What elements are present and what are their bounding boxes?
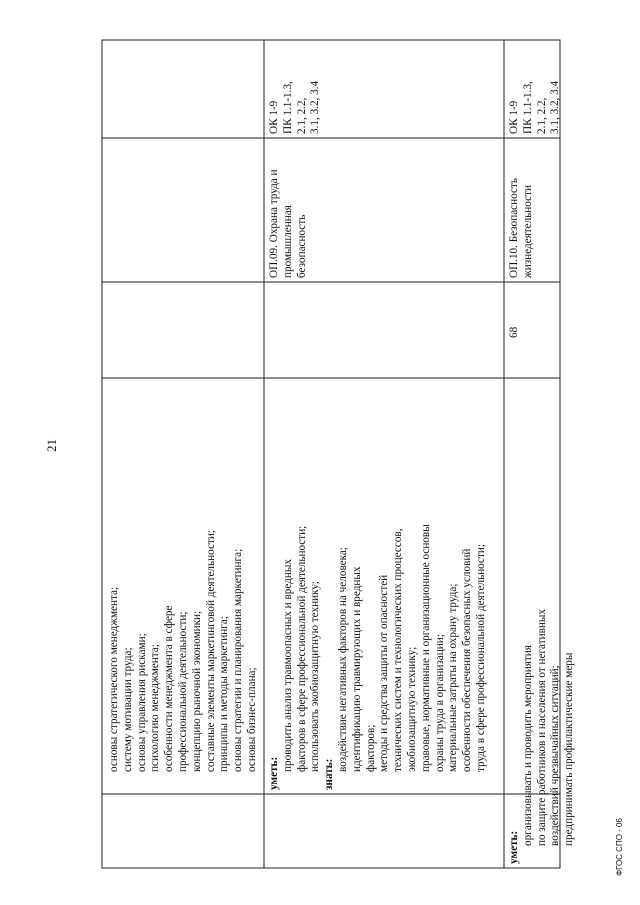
knowledge-line: принципы и методы маркетинга; xyxy=(218,616,231,772)
row3-content-cell xyxy=(508,609,577,864)
knowledge-line: методы и средства защиты от опасностей xyxy=(378,574,391,772)
knowledge-line: составные элементы маркетинговой деятельности; xyxy=(204,530,217,772)
knowledge-heading: знать: xyxy=(323,758,336,790)
competence-code-line: ОК 1-9 xyxy=(268,100,280,134)
knowledge-line: основы управления рисками; xyxy=(135,633,148,772)
row3-hours-cell xyxy=(508,327,522,338)
competence-code-line: ПК 1.1-1.3, xyxy=(521,81,534,134)
row3-competence-cell xyxy=(508,81,563,134)
discipline-name-line: ОП.09. Охрана труда и xyxy=(268,169,280,278)
knowledge-line: труда в сфере профессиональной деятельности; xyxy=(474,544,487,772)
skill-line: предпринимать профилактические меры xyxy=(563,652,576,846)
skill-line: воздействий чрезвычайных ситуаций; xyxy=(549,665,562,846)
skill-line: организовывать и проводить мероприятия xyxy=(521,645,534,846)
competence-code-line: 3.1, 3.2, 3.4 xyxy=(309,80,322,134)
row1-content-cell xyxy=(108,530,260,790)
skills-heading: уметь: xyxy=(508,830,520,864)
footer-code: ФГОС СПО - 06 xyxy=(615,818,624,876)
discipline-name-line: жизнедеятельности xyxy=(521,185,534,278)
row2-competence-cell xyxy=(268,81,323,134)
knowledge-line: факторов; xyxy=(364,724,377,772)
knowledge-line: концепцию рыночной экономики; xyxy=(190,610,203,772)
skill-line: факторов в сфере профессиональной деятельности; xyxy=(295,525,308,772)
row2-content-cell xyxy=(268,524,489,790)
skills-heading: уметь: xyxy=(268,756,280,790)
knowledge-line: основы стратегии и планирования маркетинга; xyxy=(232,548,245,772)
competence-code-line: 2.1, 2.2, xyxy=(295,97,308,134)
knowledge-line: идентификацию травмирующих и вредных xyxy=(350,566,363,772)
page-number: 21 xyxy=(44,439,59,452)
competence-code-line: ПК 1.1-1.3, xyxy=(281,81,294,134)
knowledge-line: охраны труда в организации; xyxy=(433,634,446,772)
skill-line: использовать экобиозащитную технику; xyxy=(309,581,322,772)
competence-code-line: ОК 1-9 xyxy=(508,100,520,134)
knowledge-line: материальные затраты на охрану труда; xyxy=(447,583,460,772)
knowledge-line: психологию менеджмента; xyxy=(149,644,162,772)
knowledge-line: экобиозащитную технику; xyxy=(405,646,418,772)
discipline-name-line: промышленная xyxy=(281,205,294,278)
row3-discipline-cell xyxy=(508,178,536,278)
knowledge-line: воздействие негативных факторов на человека; xyxy=(336,547,349,772)
competence-code-line: 3.1, 3.2, 3.4 xyxy=(549,80,562,134)
discipline-name-line: ОП.10. Безопасность xyxy=(508,178,520,278)
knowledge-line: правовые, нормативные и организационные основы xyxy=(419,524,432,772)
knowledge-line: систему мотивации труда; xyxy=(121,647,134,772)
knowledge-line: особенности менеджмента в сфере xyxy=(163,605,176,772)
skill-line: по защите работников и населения от негативных xyxy=(535,609,548,846)
discipline-name-line: безопасность xyxy=(295,214,308,278)
knowledge-line: профессиональной деятельности; xyxy=(176,611,189,772)
knowledge-line: основы бизнес-плана; xyxy=(245,667,258,772)
competence-code-line: 2.1, 2.2, xyxy=(535,97,548,134)
knowledge-line: особенности обеспечения безопасных условий xyxy=(461,548,474,772)
knowledge-line: технических систем и технологических процессов, xyxy=(392,528,405,772)
row2-discipline-cell xyxy=(268,169,309,278)
row3-hours: 68 xyxy=(508,326,520,338)
knowledge-line: основы стратегического менеджмента; xyxy=(108,586,120,772)
skill-line: проводить анализ травмоопасных и вредных xyxy=(281,559,294,772)
